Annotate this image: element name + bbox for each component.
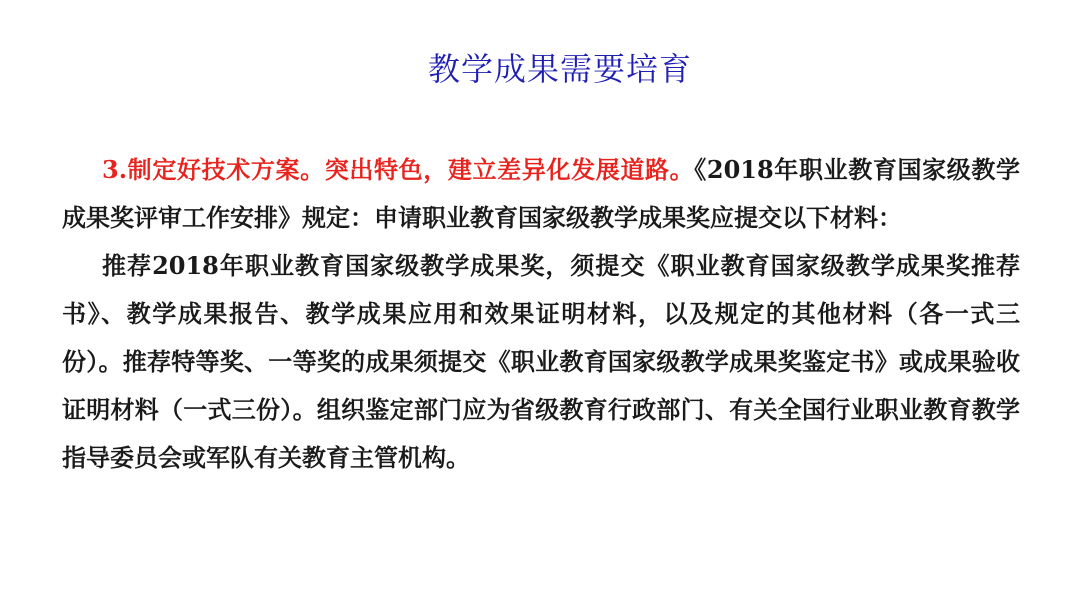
highlight-heading: 3.制定好技术方案。突出特色，建立差异化发展道路。 [102,155,695,184]
paragraph-submission-details [62,242,1020,482]
paragraph-materials-text: 《2018年职业教育国家级教学成果奖评审工作安排》规定：申请职业教育国家级教学成果奖应提交以下材料： [62,155,1021,232]
paragraph-materials-rule [62,146,1020,242]
slide-body [62,146,1020,482]
slide-title: 教学成果需要培育 [427,50,692,88]
paragraph-submission-text: 推荐2018年职业教育国家级教学成果奖，须提交《职业教育国家级教学成果奖推荐书》、教学成果报告、教学成果应用和效果证明材料，以及规定的其他材料（各一式三份）。推荐特等奖、一等奖的成果须提交《职业教育国家级教学成果奖鉴定书》或成果验收证明材料（一式三份）。组织鉴定部门应为省级教育行政部门、有关全国行业职业教育教学指导委员会或军队有关教育主管机构。 [62,251,1020,472]
